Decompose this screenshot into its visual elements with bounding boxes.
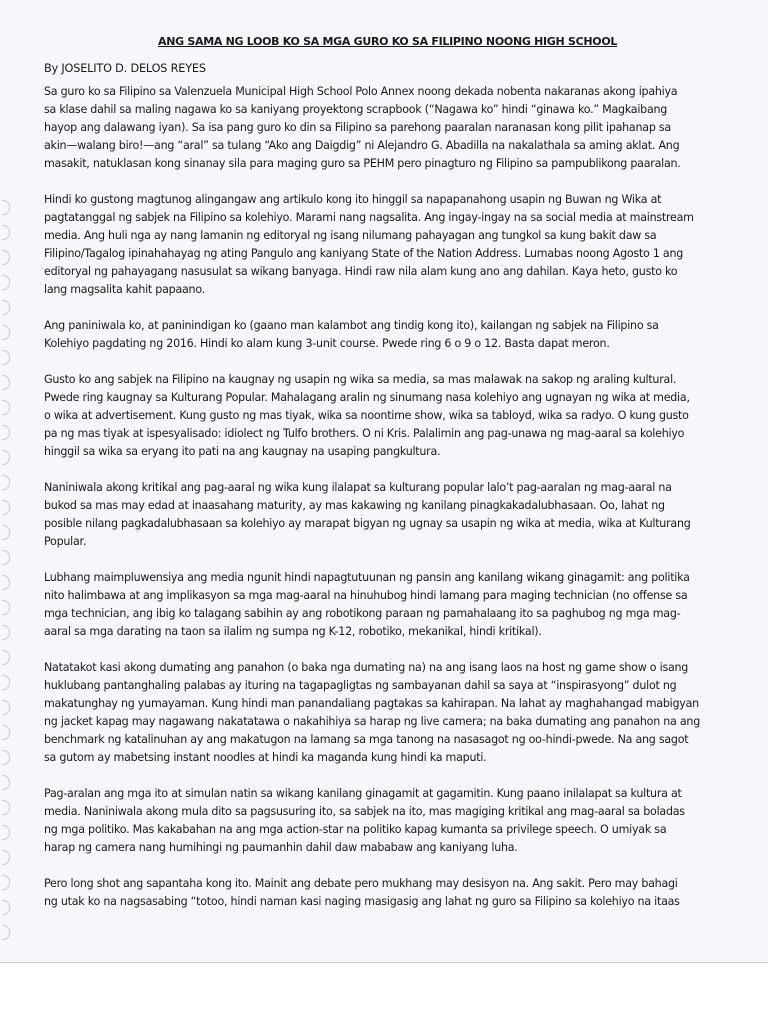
text-line: o wika at advertisement. Kung gusto ng mas tiyak, wika sa noontime show, wika sa tabloyd, wika sa radyo. O kung gusto bbox=[44, 409, 689, 422]
binder-hole-mark bbox=[2, 750, 10, 765]
text-line: Hindi ko gustong magtunog alingangaw ang artikulo kong ito hinggil sa napapanahong usapin ng Buwan ng Wika at bbox=[44, 193, 662, 206]
binder-hole-mark bbox=[2, 225, 10, 240]
author-byline: By JOSELITO D. DELOS REYES bbox=[44, 62, 206, 75]
text-line: Pero long shot ang sapantaha kong ito. Mainit ang debate pero mukhang may desisyon na. Ang sakit. Pero may bahagi bbox=[44, 877, 678, 890]
paragraph bbox=[44, 569, 764, 641]
text-line: nito halimbawa at ang implikasyon sa mga mag-aaral na hinuhubog hindi lamang para maging technician (no offense sa bbox=[44, 589, 688, 602]
binder-hole-mark bbox=[2, 850, 10, 865]
text-line: media. Naniniwala akong mula dito sa pagsusuring ito, sa sabjek na ito, mas magiging kritikal ang mag-aaral sa boladas bbox=[44, 805, 685, 818]
text-line: Natatakot kasi akong dumating ang panahon (o baka nga dumating na) na ang isang laos na host ng game show o isang bbox=[44, 661, 689, 674]
binder-hole-mark bbox=[2, 800, 10, 815]
binder-hole-mark bbox=[2, 775, 10, 790]
binder-hole-mark bbox=[2, 875, 10, 890]
article-body bbox=[44, 83, 764, 929]
binder-hole-mark bbox=[2, 325, 10, 340]
page-bottom-margin bbox=[0, 963, 768, 1024]
binder-hole-mark bbox=[2, 525, 10, 540]
binder-hole-mark bbox=[2, 375, 10, 390]
binder-hole-mark bbox=[2, 700, 10, 715]
binder-hole-mark bbox=[2, 550, 10, 565]
text-line: ng jacket kapag may nagawang nakatatawa o nakahihiya sa harap ng live camera; na baka dumating ang panahon na ang bbox=[44, 715, 700, 728]
text-line: bukod sa mas may edad at inaasahang maturity, ay mas kakawing ng kanilang pinagkakadalubhasaan. Oo, lahat ng bbox=[44, 499, 665, 512]
text-line: huklubang pantanghaling palabas ay ituring na tagapagligtas ng sambayanan dahil sa saya at “inspirasyong” dulot ng bbox=[44, 679, 677, 692]
binder-hole-mark bbox=[2, 900, 10, 915]
text-line: sa gutom ay mabetsing instant noodles at hindi ka maganda kung hindi ka maputi. bbox=[44, 751, 487, 764]
binder-hole-mark bbox=[2, 925, 10, 940]
paragraph bbox=[44, 875, 764, 911]
text-line: Filipino/Tagalog ipinahahayag ng ating Pangulo ang kaniyang State of the Nation Address. Lumabas noong Agosto 1 ang bbox=[44, 247, 684, 260]
text-line: Gusto ko ang sabjek na Filipino na kaugnay ng usapin ng wika sa media, sa mas malawak na sakop ng araling kultural. bbox=[44, 373, 677, 386]
binder-hole-mark bbox=[2, 200, 10, 215]
text-line: akin—walang biro!—ang “aral” sa tulang “Ako ang Daigdig” ni Alejandro G. Abadilla na nakalathala sa aming aklat. Ang bbox=[44, 139, 680, 152]
binder-hole-mark bbox=[2, 350, 10, 365]
paragraph bbox=[44, 785, 764, 857]
paragraph bbox=[44, 659, 764, 767]
paragraph bbox=[44, 479, 764, 551]
binder-hole-mark bbox=[2, 575, 10, 590]
binder-hole-marks bbox=[2, 200, 16, 960]
text-line: Ang paniniwala ko, at paninindigan ko (gaano man kalambot ang tindig kong ito), kailangan ng sabjek na Filipino sa bbox=[44, 319, 659, 332]
text-line: sa klase dahil sa maling nagawa ko sa kaniyang proyektong scrapbook (“Nagawa ko” hindi “ginawa ko.” Magkaibang bbox=[44, 103, 668, 116]
paragraph bbox=[44, 191, 764, 299]
text-line: mga technician, ang ibig ko talagang sabihin ay ang robotikong paraan ng pamahalaang ito sa paghubog ng mga mag- bbox=[44, 607, 681, 620]
text-line: ng mga politiko. Mas kakabahan na ang mga action-star na politiko kapag kumanta sa privilege speech. O umiyak sa bbox=[44, 823, 667, 836]
text-line: Naniniwala akong kritikal ang pag-aaral ng wika kung ilalapat sa kulturang popular lalo’t pag-aaralan ng mag-aaral na bbox=[44, 481, 672, 494]
binder-hole-mark bbox=[2, 425, 10, 440]
binder-hole-mark bbox=[2, 675, 10, 690]
text-line: pagtatanggal ng sabjek na Filipino sa kolehiyo. Marami nang nagsalita. Ang ingay-ingay na sa social media at mainstream bbox=[44, 211, 694, 224]
text-line: harap ng camera nang humihingi ng paumanhin dahil daw mababaw ang kaniyang luha. bbox=[44, 841, 518, 854]
binder-hole-mark bbox=[2, 300, 10, 315]
text-line: Lubhang maimpluwensiya ang media ngunit hindi napagtutuunan ng pansin ang kanilang wikang ginagamit: ang politika bbox=[44, 571, 690, 584]
text-line: ng utak ko na nagsasabing “totoo, hindi naman kasi naging masigasig ang lahat ng guro sa Filipino sa kolehiyo na itaas bbox=[44, 895, 680, 908]
binder-hole-mark bbox=[2, 250, 10, 265]
binder-hole-mark bbox=[2, 600, 10, 615]
text-line: lang magsalita kahit papaano. bbox=[44, 283, 205, 296]
text-line: benchmark ng katalinuhan ay ang makatugon na lamang sa mga tanong na nasasagot ng oo-hindi-pwede. Na ang sagot bbox=[44, 733, 689, 746]
text-line: masakit, natuklasan kong sinanay sila para maging guro sa PEHM pero pinagturo ng Filipino sa pampublikong paaralan. bbox=[44, 157, 681, 170]
text-line: posible nilang pagkadalubhasaan sa kolehiyo ay marapat bigyan ng ugnay sa usapin ng wika at media, wika at Kulturang bbox=[44, 517, 691, 530]
binder-hole-mark bbox=[2, 400, 10, 415]
text-line: hinggil sa wika sa eryang ito pati na ang kaugnay na usaping pangkultura. bbox=[44, 445, 441, 458]
paragraph bbox=[44, 371, 764, 461]
text-line: editoryal ng pahayagang nasusulat sa wikang banyaga. Hindi raw nila alam kung ano ang dahilan. Kaya heto, gusto ko bbox=[44, 265, 678, 278]
text-line: Pag-aralan ang mga ito at simulan natin sa wikang kanilang ginagamit at gagamitin. Kung paano inilalapat sa kultura at bbox=[44, 787, 682, 800]
binder-hole-mark bbox=[2, 825, 10, 840]
binder-hole-mark bbox=[2, 650, 10, 665]
binder-hole-mark bbox=[2, 725, 10, 740]
binder-hole-mark bbox=[2, 475, 10, 490]
binder-hole-mark bbox=[2, 450, 10, 465]
text-line: hayop ang dalawang iyan). Sa isa pang guro ko din sa Filipino sa parehong paaralan naranasan kong pilit ipahanap sa bbox=[44, 121, 671, 134]
text-line: makatunghay ng yumayaman. Kung hindi man panandaliang pagtakas sa kahirapan. Na lahat ay maghahangad mabigyan bbox=[44, 697, 699, 710]
text-line: Sa guro ko sa Filipino sa Valenzuela Municipal High School Polo Annex noong dekada nobenta nakaranas akong ipahiya bbox=[44, 85, 678, 98]
binder-hole-mark bbox=[2, 625, 10, 640]
binder-hole-mark bbox=[2, 275, 10, 290]
binder-hole-mark bbox=[2, 500, 10, 515]
text-line: Popular. bbox=[44, 535, 87, 548]
text-line: media. Ang huli nga ay nang lamanin ng editoryal ng isang nilumang pahayagan ang tungkol sa kung bakit daw sa bbox=[44, 229, 657, 242]
paragraph bbox=[44, 317, 764, 353]
text-line: Pwede ring kaugnay sa Kulturang Popular. Mahalagang aralin ng sinumang nasa kolehiyo ang ugnayan ng wika at media, bbox=[44, 391, 690, 404]
text-line: pa ng mas tiyak at ispesyalisado: idiolect ng Tulfo brothers. O ni Kris. Palalimin ang pag-unawa ng mag-aaral sa kolehiyo bbox=[44, 427, 685, 440]
article-title: ANG SAMA NG LOOB KO SA MGA GURO KO SA FILIPINO NOONG HIGH SCHOOL bbox=[158, 35, 618, 48]
text-line: aaral sa mga darating na taon sa ilalim ng sumpa ng K-12, robotiko, mekanikal, hindi kritikal). bbox=[44, 625, 542, 638]
text-line: Kolehiyo pagdating ng 2016. Hindi ko alam kung 3-unit course. Pwede ring 6 o 9 o 12. Basta dapat meron. bbox=[44, 337, 610, 350]
paragraph bbox=[44, 83, 764, 173]
